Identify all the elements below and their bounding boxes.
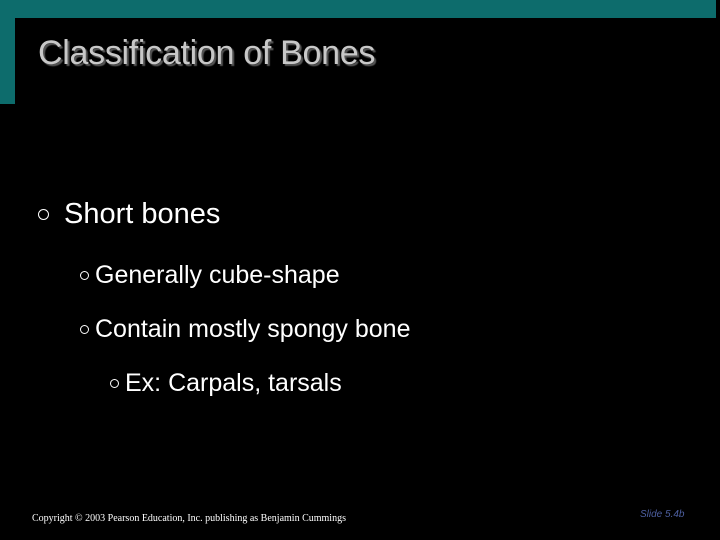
bullet-item-level-1 bbox=[38, 196, 220, 232]
bullet-item-level-2 bbox=[80, 313, 410, 345]
bullet-text: Short bones bbox=[64, 198, 221, 230]
bullet-item-level-2 bbox=[80, 259, 340, 291]
left-accent-bar bbox=[0, 0, 15, 104]
bullet-icon bbox=[80, 325, 89, 334]
slide-number: Slide 5.4b bbox=[640, 509, 685, 520]
bullet-icon bbox=[80, 271, 89, 280]
bullet-text: Ex: Carpals, tarsals bbox=[125, 369, 342, 397]
copyright-notice: Copyright © 2003 Pearson Education, Inc. publishing as Benjamin Cummings bbox=[32, 513, 346, 524]
bullet-icon bbox=[110, 379, 119, 388]
bullet-text: Contain mostly spongy bone bbox=[95, 315, 411, 343]
bullet-item-level-3 bbox=[110, 367, 342, 399]
slide-title: Classification of Bones bbox=[38, 34, 376, 72]
top-accent-bar bbox=[0, 0, 716, 18]
bullet-icon bbox=[38, 209, 49, 220]
bullet-text: Generally cube-shape bbox=[95, 261, 340, 289]
